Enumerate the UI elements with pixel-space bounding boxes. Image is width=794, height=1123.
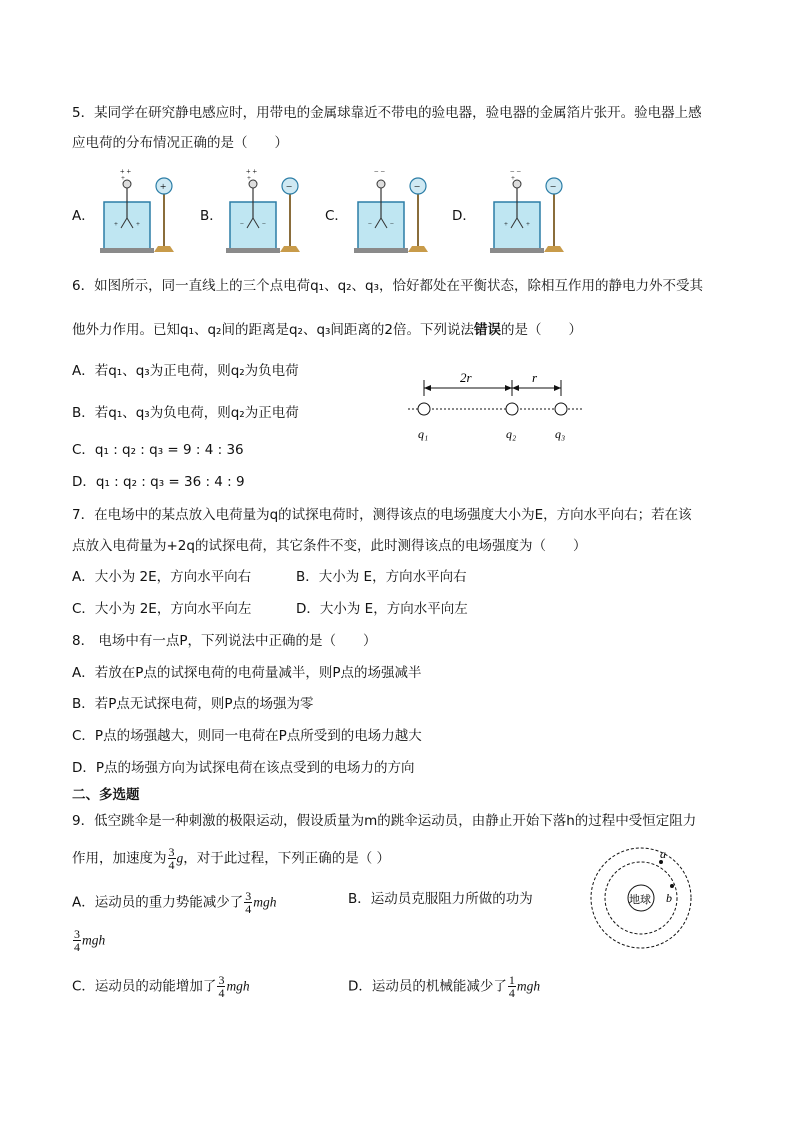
fraction-denominator: 4 (508, 986, 515, 1000)
q7-option-c: C．大小为 2E，方向水平向左 (72, 601, 252, 617)
svg-text:− −: − − (510, 167, 522, 176)
point-charges-figure (404, 368, 590, 444)
q9-option-d-fraction (508, 974, 516, 999)
fraction-denominator: 4 (74, 940, 80, 954)
q6-stem-line2-a: 他外力作用。已知q₁、q₂间的距离是q₂、q₃间距离的2倍。下列说法 (72, 322, 475, 338)
point-a-label: a (660, 847, 666, 861)
svg-text:+: + (247, 174, 251, 182)
q8-option-c: C．P点的场强越大，则同一电荷在P点所受到的电场力越大 (72, 728, 422, 744)
charge-label-q2: q₂ (506, 427, 517, 441)
q9-option-a (72, 890, 277, 915)
electroscope-figure-a (96, 166, 188, 256)
q6-option-c: C．q₁ : q₂ : q₃ = 9 : 4 : 36 (72, 442, 244, 458)
q6-option-b: B．若q₁、q₃为负电荷，则q₂为正电荷 (72, 405, 299, 421)
q7-option-b: B．大小为 E，方向水平向右 (296, 569, 467, 585)
section-heading-multi-choice: 二、多选题 (72, 787, 140, 803)
q9-option-d-expr: mgh (516, 978, 541, 994)
gravity-symbol: g (176, 850, 184, 866)
q8-option-a: A．若放在P点的试探电荷的电荷量减半，则P点的场强减半 (72, 665, 422, 681)
svg-text:+: + (114, 220, 118, 228)
q9-option-c-fraction (217, 974, 225, 999)
q9-option-b-value (72, 928, 105, 953)
ball-sign-d: − (550, 181, 557, 193)
q8-stem: 8． 电场中有一点P，下列说法中正确的是（ ） (72, 633, 377, 649)
charge-label-q1: q₁ (418, 427, 429, 441)
distance-label-r: r (532, 370, 538, 385)
q9-stem-line2 (72, 846, 390, 871)
fraction-denominator: 4 (245, 902, 252, 916)
fraction-numerator: 1 (508, 973, 515, 987)
q9-option-d-text: D．运动员的机械能减少了 (348, 978, 507, 995)
q5-option-b-label: B． (200, 208, 223, 224)
fraction-denominator: 4 (218, 986, 225, 1000)
q7-stem-line2: 点放入电荷量为+2q的试探电荷，其它条件不变，此时测得该点的电场强度为（ ） (72, 538, 587, 554)
q9-stem-line2-a: 作用，加速度为 (72, 850, 167, 867)
svg-text:+: + (526, 220, 530, 228)
q6-option-a: A．若q₁、q₃为正电荷，则q₂为负电荷 (72, 363, 299, 379)
svg-text:−: − (240, 220, 244, 228)
q9-option-a-fraction (244, 890, 252, 915)
distance-label-2r: 2r (460, 370, 472, 385)
fraction-numerator: 3 (168, 845, 175, 859)
q6-option-d: D．q₁ : q₂ : q₃ = 36 : 4 : 9 (72, 474, 245, 490)
q9-stem-line2-b: ，对于此过程，下列正确的是（ ） (183, 850, 391, 867)
point-b-label: b (666, 891, 672, 905)
electroscope-figure-c (350, 166, 442, 256)
q6-stem-line2-c: 的是（ ） (501, 322, 583, 338)
q6-stem-line2 (72, 321, 582, 339)
svg-text:− −: − − (374, 167, 386, 176)
satellite-orbit-figure (586, 846, 696, 950)
q9-option-a-text: A．运动员的重力势能减少了 (72, 894, 244, 911)
point-b-marker (670, 884, 674, 888)
ball-sign-b: − (286, 181, 293, 193)
electroscope-figure-b (222, 166, 314, 256)
svg-text:+: + (136, 220, 140, 228)
q8-option-b: B．若P点无试探电荷，则P点的场强为零 (72, 696, 314, 712)
q9-option-b-text: B．运动员克服阻力所做的功为 (348, 891, 533, 907)
fraction-numerator: 3 (74, 927, 80, 941)
acceleration-fraction (168, 846, 176, 871)
q6-stem-line1: 6．如图所示，同一直线上的三个点电荷q₁、q₂、q₃，恰好都处在平衡状态，除相互作用的静电力外不受其 (72, 278, 704, 294)
charge-label-q3: q₃ (555, 427, 566, 441)
svg-text:+: + (511, 174, 515, 182)
fraction-numerator: 3 (245, 889, 252, 903)
ball-sign-a: + (160, 181, 167, 193)
fraction-numerator: 3 (218, 973, 225, 987)
q9-option-c (72, 974, 250, 999)
svg-text:+ +: + + (246, 167, 258, 176)
q9-stem-line1: 9．低空跳伞是一种刺激的极限运动，假设质量为m的跳伞运动员，由静止开始下落h的过程中受恒定阻力 (72, 813, 697, 829)
q8-option-d: D．P点的场强方向为试探电荷在该点受到的电场力的方向 (72, 760, 415, 776)
q5-stem-line1: 5．某同学在研究静电感应时，用带电的金属球靠近不带电的验电器，验电器的金属箔片张开。验电器上感 (72, 105, 702, 121)
svg-text:−: − (368, 220, 372, 228)
earth-label: 地球 (629, 894, 651, 906)
svg-text:−: − (262, 220, 266, 228)
q9-option-b (348, 890, 533, 908)
q9-option-a-expr: mgh (253, 894, 277, 910)
q7-option-d: D．大小为 E，方向水平向左 (296, 601, 468, 617)
svg-text:−: − (390, 220, 394, 228)
q5-option-a-label: A． (72, 208, 95, 224)
q9-option-b-expr: mgh (82, 932, 106, 948)
q6-emphasis: 错误 (474, 322, 502, 338)
ball-sign-c: − (414, 181, 421, 193)
svg-text:+: + (504, 220, 508, 228)
q9-option-d (348, 974, 540, 999)
electroscope-figure-d (486, 166, 578, 256)
svg-text:+: + (121, 174, 125, 182)
q5-stem-line2: 应电荷的分布情况正确的是（ ） (72, 135, 288, 151)
q9-option-c-expr: mgh (226, 978, 250, 994)
svg-text:+ +: + + (120, 167, 132, 176)
q7-option-a: A．大小为 2E，方向水平向右 (72, 569, 252, 585)
q5-option-c-label: C． (325, 208, 348, 224)
q9-option-c-text: C．运动员的动能增加了 (72, 978, 217, 995)
fraction-denominator: 4 (168, 858, 175, 872)
q5-option-d-label: D． (452, 208, 476, 224)
q9-option-b-fraction (73, 928, 81, 953)
q7-stem-line1: 7．在电场中的某点放入电荷量为q的试探电荷时，测得该点的电场强度大小为E，方向水平向右；若在该 (72, 507, 692, 523)
